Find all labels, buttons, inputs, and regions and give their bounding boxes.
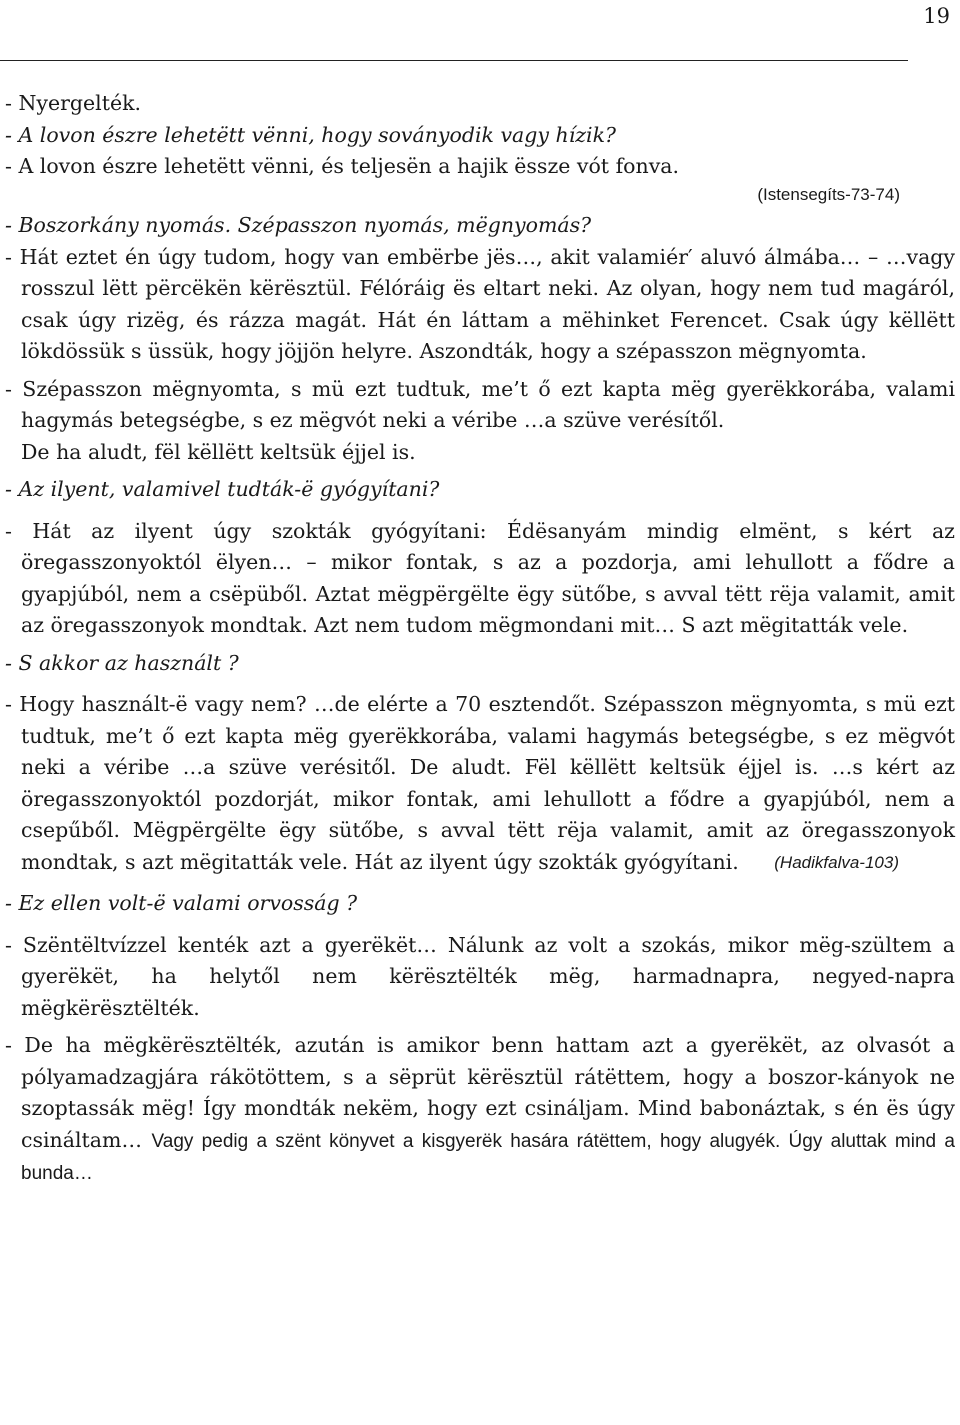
question-lovon: - A lovon észre lehetëtt vënni, hogy soványodik vagy hízik?	[5, 122, 617, 147]
answer-olvaso-text: - De ha mëgkërësztëlték, azután is amikor benn hattam azt a gyerëkët, az olvasót a pólyamadzagjára rákötöttem, s a sëprüt kërësztül rátëttem, hogy a boszor-kányok ne szoptassák mëg! Így mondták nekëm, hogy ezt csináljam. Mind babonáztak, s én ës úgy csináltam…	[5, 1033, 955, 1152]
line-nyergeltek: - Nyergelték.	[5, 91, 142, 115]
page-number: 19	[923, 4, 950, 28]
answer-lovon: - A lovon észre lehetëtt vënni, és teljesën a hajik ëssze vót fonva.	[5, 154, 680, 178]
answer-konyv-text: Vagy pedig a szënt könyvet a kisgyerëk hasára rátëttem, hogy alugyék. Úgy aluttak mind a bunda…	[21, 1130, 955, 1184]
document-body	[5, 88, 955, 1190]
question-orvossag: - Ez ellen volt-ë valami orvosság ?	[5, 891, 358, 915]
answer-gyogyitani: - Hát az ilyent úgy szokták gyógyítani: Édësanyám mindig elmënt, s kért az öregasszonyoktól ëlyen… – mikor fontak, s az a pozdorja, ami lehullott a fődre a gyapjúból, nem a csëpüből. Aztat mëgpërgëlte ëgy sütőbe, s avval tëtt rëja valamit, amit az öregasszonyok mondtak. Azt nem tudom mëgmondani mit… S azt mëgitatták vele.	[5, 518, 955, 637]
answer-olvaso	[5, 1030, 955, 1190]
question-boszorkany: - Boszorkány nyomás. Szépasszon nyomás, mëgnyomás?	[5, 213, 592, 237]
answer-hasznalt	[5, 689, 955, 878]
answer-hasznalt-text: - Hogy használt-ë vagy nem? …de elérte a 70 esztendőt. Szépasszon mëgnyomta, s mü ezt tudtuk, me’t ő ezt kapta mëg gyerëkkorába, valami hagymás betegségbe, s ez mëgvót neki a véribe …a szüve verésitől. De aludt. Fël këllëtt keltsük éjjel is. …s kért az öregasszonyoktól pozdorját, mikor fontak, ami lehullott a fődre a gyapjúból, nem a csepűből. Mëgpërgëlte ëgy sütőbe, s avval tëtt rëja valamit, amit az öregasszonyok mondtak, s azt mëgitatták vele. Hát az ilyent úgy szokták gyógyítani.	[5, 692, 955, 874]
question-hasznalt: - S akkor az használt ?	[5, 650, 239, 675]
question-gyogyitani: - Az ilyent, valamivel tudták-ë gyógyítani?	[5, 477, 440, 501]
answer-megnyomta: - Szépasszon mëgnyomta, s mü ezt tudtuk, me’t ő ezt kapta mëg gyerëkkorába, valami hagymás betegségbe, s ez mëgvót neki a véribe …a szüve verésítől.	[5, 376, 955, 432]
source-istensegits: (Istensegíts-73-74)	[757, 184, 900, 204]
answer-szepasszon: - Hát eztet én úgy tudom, hogy van embërbe jës…, akit valamiér′ aluvó álmába… – …vagy rosszul lëtt përcëkën kërësztül. Félóráig ës eltart neki. Az olyan, hogy nem tud magáról, csak úgy rizëg, és rázza magát. Hát én láttam a mëhinket Ferencet. Csak úgy këllëtt lökdössük s üssük, hogy jöjjön helyre. Aszondták, hogy a szépasszon mëgnyomta.	[5, 244, 955, 363]
answer-aludt: De ha aludt, fël këllëtt keltsük éjjel is.	[21, 439, 416, 464]
answer-szenteltviz: - Szëntëltvízzel kenték azt a gyerëkët… Nálunk az volt a szokás, mikor mëg-szültem a gyerëkët, ha helytől nem kërësztëlték mëg, harmadnapra, negyed-napra mëgkërësztëlték.	[5, 932, 955, 1020]
source-hadikfalva: (Hadikfalva-103)	[774, 852, 899, 872]
header-rule	[0, 60, 908, 61]
